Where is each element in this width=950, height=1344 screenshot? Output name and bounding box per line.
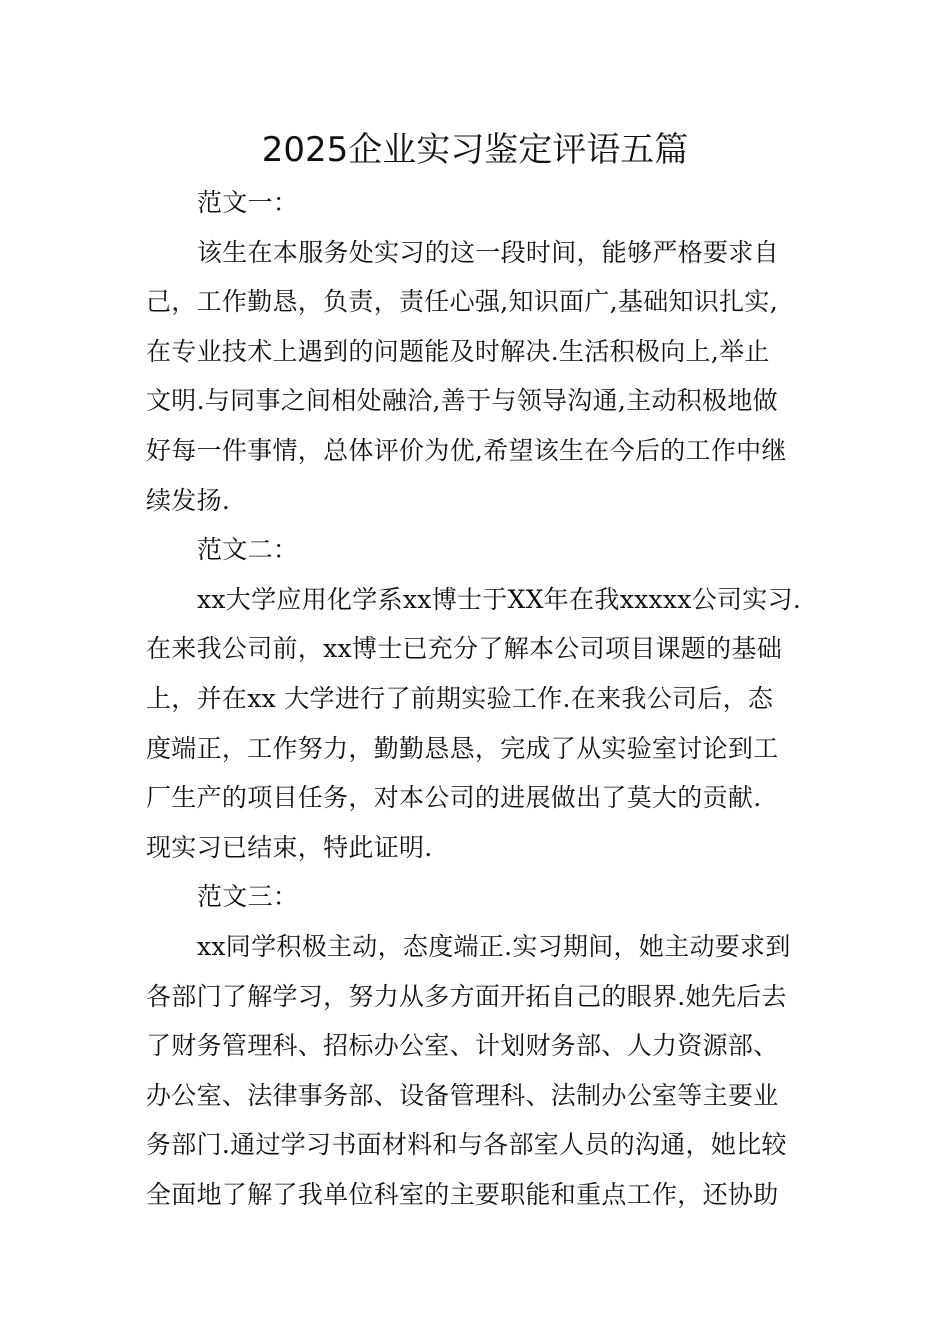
paragraph-line: 厂生产的项目任务，对本公司的进展做出了莫大的贡献.: [146, 783, 762, 813]
paragraph-line: 续发扬.: [146, 485, 231, 515]
paragraph-line: 办公室、法律事务部、设备管理科、法制办公室等主要业: [146, 1080, 779, 1110]
paragraph-line: 上，并在xx 大学进行了前期实验工作.在来我公司后，态: [146, 683, 774, 713]
document-body: [146, 178, 810, 1219]
section-heading-3: 范文三：: [197, 882, 299, 912]
paragraph-line: 各部门了解学习，努力从多方面开拓自己的眼界.她先后去: [146, 981, 787, 1011]
paragraph-line: xx同学积极主动，态度端正.实习期间，她主动要求到: [197, 931, 791, 961]
paragraph-line: xx大学应用化学系xx博士于XX年在我xxxxx公司实习.: [197, 584, 802, 614]
document-title: 2025企业实习鉴定评语五篇: [261, 130, 689, 170]
section-heading-1: 范文一：: [197, 188, 299, 217]
paragraph-line: 在来我公司前，xx博士已充分了解本公司项目课题的基础: [146, 634, 783, 664]
paragraph-line: 文明.与同事之间相处融洽,善于与领导沟通,主动积极地做: [146, 386, 778, 416]
paragraph-line: 度端正，工作努力，勤勤恳恳，完成了从实验室讨论到工: [146, 733, 779, 763]
paragraph-line: 了财务管理科、招标办公室、计划财务部、人力资源部、: [146, 1031, 779, 1061]
paragraph-line: 务部门.通过学习书面材料和与各部室人员的沟通，她比较: [146, 1130, 787, 1160]
paragraph-line: 现实习已结束，特此证明.: [146, 832, 433, 862]
paragraph-line: 好每一件事情，总体评价为优,希望该生在今后的工作中继: [146, 435, 787, 465]
section-heading-2: 范文二：: [197, 535, 299, 565]
paragraph-line: 己，工作勤恳，负责，责任心强,知识面广,基础知识扎实,: [146, 287, 778, 317]
paragraph-line: 在专业技术上遇到的问题能及时解决.生活积极向上,举止: [146, 336, 770, 366]
paragraph-line: 该生在本服务处实习的这一段时间，能够严格要求自: [197, 237, 779, 267]
paragraph-line: 全面地了解了我单位科室的主要职能和重点工作，还协助: [146, 1179, 779, 1209]
